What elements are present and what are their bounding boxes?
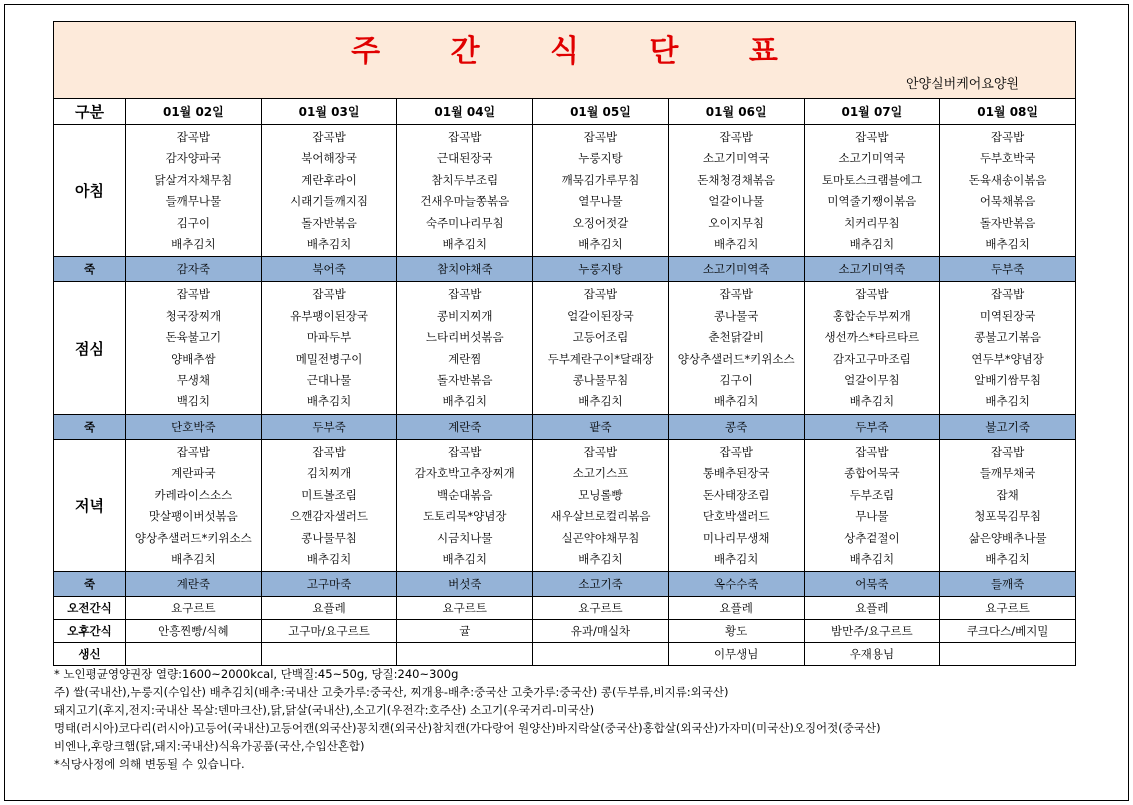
porridge-row xyxy=(54,572,1076,597)
menu-cell: 요플레 xyxy=(804,597,940,620)
menu-cell: 잡곡밥 북어해장국 계란후라이 시래기들깨지짐 돌자반볶음 배추김치 xyxy=(261,125,397,257)
menu-cell: 요구르트 xyxy=(397,597,533,620)
category-header: 구분 xyxy=(54,99,126,125)
menu-cell: 두부죽 xyxy=(261,414,397,439)
row-label: 오후간식 xyxy=(54,620,126,643)
menu-cell: 계란죽 xyxy=(126,572,262,597)
menu-cell xyxy=(261,643,397,666)
menu-cell: 요구르트 xyxy=(533,597,669,620)
menu-cell: 잡곡밥 얼갈이된장국 고등어조림 두부계란구이*달래장 콩나물무침 배추김치 xyxy=(533,282,669,414)
date-header-row xyxy=(54,99,1076,125)
menu-cell: 잡곡밥 누룽지탕 깨묵김가루무침 열무나물 오징어젓갈 배추김치 xyxy=(533,125,669,257)
menu-cell: 고구마죽 xyxy=(261,572,397,597)
date-header: 01월 03일 xyxy=(261,99,397,125)
row-label: 죽 xyxy=(54,257,126,282)
date-header: 01월 02일 xyxy=(126,99,262,125)
menu-cell: 감자죽 xyxy=(126,257,262,282)
menu-cell: 잡곡밥 통배추된장국 돈사태장조림 단호박샐러드 미나리무생채 배추김치 xyxy=(668,439,804,571)
row-label: 점심 xyxy=(54,282,126,414)
menu-cell xyxy=(533,643,669,666)
menu-cell: 잡곡밥 콩비지찌개 느타리버섯볶음 계란찜 돌자반볶음 배추김치 xyxy=(397,282,533,414)
menu-cell: 쿠크다스/베지밀 xyxy=(940,620,1076,643)
menu-cell: 요구르트 xyxy=(126,597,262,620)
menu-cell: 고구마/요구르트 xyxy=(261,620,397,643)
menu-cell: 단호박죽 xyxy=(126,414,262,439)
menu-cell: 잡곡밥 소고기미역국 돈채청경채볶음 얼갈이나물 오이지무침 배추김치 xyxy=(668,125,804,257)
menu-cell: 우재용님 xyxy=(804,643,940,666)
row-label: 생신 xyxy=(54,643,126,666)
menu-cell: 누룽지탕 xyxy=(533,257,669,282)
menu-cell: 잡곡밥 두부호박국 돈육새송이볶음 어묵채볶음 돌자반볶음 배추김치 xyxy=(940,125,1076,257)
menu-cell: 잡곡밥 감자양파국 닭살겨자채무침 들깨무나물 김구이 배추김치 xyxy=(126,125,262,257)
menu-cell: 불고기죽 xyxy=(940,414,1076,439)
menu-cell: 이무생님 xyxy=(668,643,804,666)
date-header: 01월 08일 xyxy=(940,99,1076,125)
note-line: * 노인평균영양권장 열량:1600~2000kcal, 단백질:45~50g, 당질:240~300g xyxy=(54,667,459,681)
menu-cell: 잡곡밥 종합어묵국 두부조림 무나물 상추겉절이 배추김치 xyxy=(804,439,940,571)
afternoon-snack-row xyxy=(54,620,1076,643)
menu-cell: 팥죽 xyxy=(533,414,669,439)
menu-cell: 유과/매실차 xyxy=(533,620,669,643)
menu-cell: 잡곡밥 들깨무채국 잡채 청포묵김무침 삶은양배추나물 배추김치 xyxy=(940,439,1076,571)
menu-cell: 귤 xyxy=(397,620,533,643)
note-line: 주) 쌀(국내산),누룽지(수입산) 배추김치(배추:국내산 고춧가루:중국산, 찌개용-배추:중국산 고춧가루:중국산) 콩(두부류,비지류:외국산) xyxy=(54,685,729,699)
menu-cell: 옥수수죽 xyxy=(668,572,804,597)
menu-cell: 잡곡밥 소고기미역국 토마토스크램블에그 미역줄기쨍이볶음 치커리무침 배추김치 xyxy=(804,125,940,257)
note-line: *식당사정에 의해 변동될 수 있습니다. xyxy=(54,757,245,771)
lunch-row xyxy=(54,282,1076,414)
menu-cell: 잡곡밥 홍합순두부찌개 생선까스*타르타르 감자고구마조림 얼갈이무침 배추김치 xyxy=(804,282,940,414)
menu-cell: 두부죽 xyxy=(804,414,940,439)
porridge-row xyxy=(54,414,1076,439)
menu-cell: 잡곡밥 콩나물국 춘천닭갈비 양상추샐러드*키위소스 김구이 배추김치 xyxy=(668,282,804,414)
breakfast-row xyxy=(54,125,1076,257)
menu-cell: 잡곡밥 김치찌개 미트볼조림 으깬감자샐러드 콩나물무침 배추김치 xyxy=(261,439,397,571)
row-label: 죽 xyxy=(54,572,126,597)
row-label: 죽 xyxy=(54,414,126,439)
menu-cell: 소고기미역죽 xyxy=(668,257,804,282)
menu-cell: 잡곡밥 유부팽이된장국 마파두부 메밀전병구이 근대나물 배추김치 xyxy=(261,282,397,414)
menu-cell: 요플레 xyxy=(668,597,804,620)
menu-cell: 잡곡밥 계란파국 카레라이스소스 맛살팽이버섯볶음 양상추샐러드*키위소스 배추김치 xyxy=(126,439,262,571)
menu-cell: 잡곡밥 소고기스프 모닝롤빵 새우살브로컬리볶음 실곤약야채무침 배추김치 xyxy=(533,439,669,571)
row-label: 저녁 xyxy=(54,439,126,571)
menu-cell: 두부죽 xyxy=(940,257,1076,282)
menu-cell: 잡곡밥 근대된장국 참치두부조림 건새우마늘쫑볶음 숙주미나리무침 배추김치 xyxy=(397,125,533,257)
menu-cell: 참치야채죽 xyxy=(397,257,533,282)
menu-cell: 어묵죽 xyxy=(804,572,940,597)
birthday-row xyxy=(54,643,1076,666)
morning-snack-row xyxy=(54,597,1076,620)
menu-cell xyxy=(397,643,533,666)
menu-cell: 요구르트 xyxy=(940,597,1076,620)
menu-cell xyxy=(126,643,262,666)
menu-cell: 북어죽 xyxy=(261,257,397,282)
menu-cell xyxy=(940,643,1076,666)
note-line: 명태(러시아)코다리(러시아)고등어(국내산)고등어캔(외국산)꽁치캔(외국산)참치캔(가다랑어 원양산)바지락살(중국산)홍합살(외국산)가자미(미국산)오징어젓(중국산) xyxy=(54,721,881,735)
notes xyxy=(54,665,881,773)
menu-cell: 소고기죽 xyxy=(533,572,669,597)
row-label: 아침 xyxy=(54,125,126,257)
porridge-row xyxy=(54,257,1076,282)
menu-cell: 잡곡밥 미역된장국 콩불고기볶음 연두부*양념장 알배기쌈무침 배추김치 xyxy=(940,282,1076,414)
menu-cell: 황도 xyxy=(668,620,804,643)
date-header: 01월 05일 xyxy=(533,99,669,125)
menu-cell: 계란죽 xyxy=(397,414,533,439)
menu-cell: 소고기미역죽 xyxy=(804,257,940,282)
menu-cell: 들깨죽 xyxy=(940,572,1076,597)
weekly-menu-table xyxy=(53,21,1076,666)
menu-cell: 콩죽 xyxy=(668,414,804,439)
menu-cell: 밤만주/요구르트 xyxy=(804,620,940,643)
date-header: 01월 04일 xyxy=(397,99,533,125)
menu-cell: 잡곡밥 감자호박고추장찌개 백순대볶음 도토리묵*양념장 시금치나물 배추김치 xyxy=(397,439,533,571)
title-banner xyxy=(54,22,1076,99)
menu-cell: 요플레 xyxy=(261,597,397,620)
menu-cell: 버섯죽 xyxy=(397,572,533,597)
menu-cell: 안흥찐빵/식혜 xyxy=(126,620,262,643)
date-header: 01월 06일 xyxy=(668,99,804,125)
date-header: 01월 07일 xyxy=(804,99,940,125)
page-title: 주 간 식 단 표 xyxy=(351,34,808,69)
note-line: 돼지고기(후지,전지:국내산 목살:덴마크산),닭,닭살(국내산),소고기(우전각:호주산) 소고기(우국거리-미국산) xyxy=(54,703,595,717)
note-line: 비엔나,후랑크햄(닭,돼지:국내산)식육가공품(국산,수입산혼합) xyxy=(54,739,365,753)
dinner-row xyxy=(54,439,1076,571)
facility-name: 안양실버케어요양원 xyxy=(905,77,1019,92)
row-label: 오전간식 xyxy=(54,597,126,620)
menu-cell: 잡곡밥 청국장찌개 돈육불고기 양배추쌈 무생채 백김치 xyxy=(126,282,262,414)
